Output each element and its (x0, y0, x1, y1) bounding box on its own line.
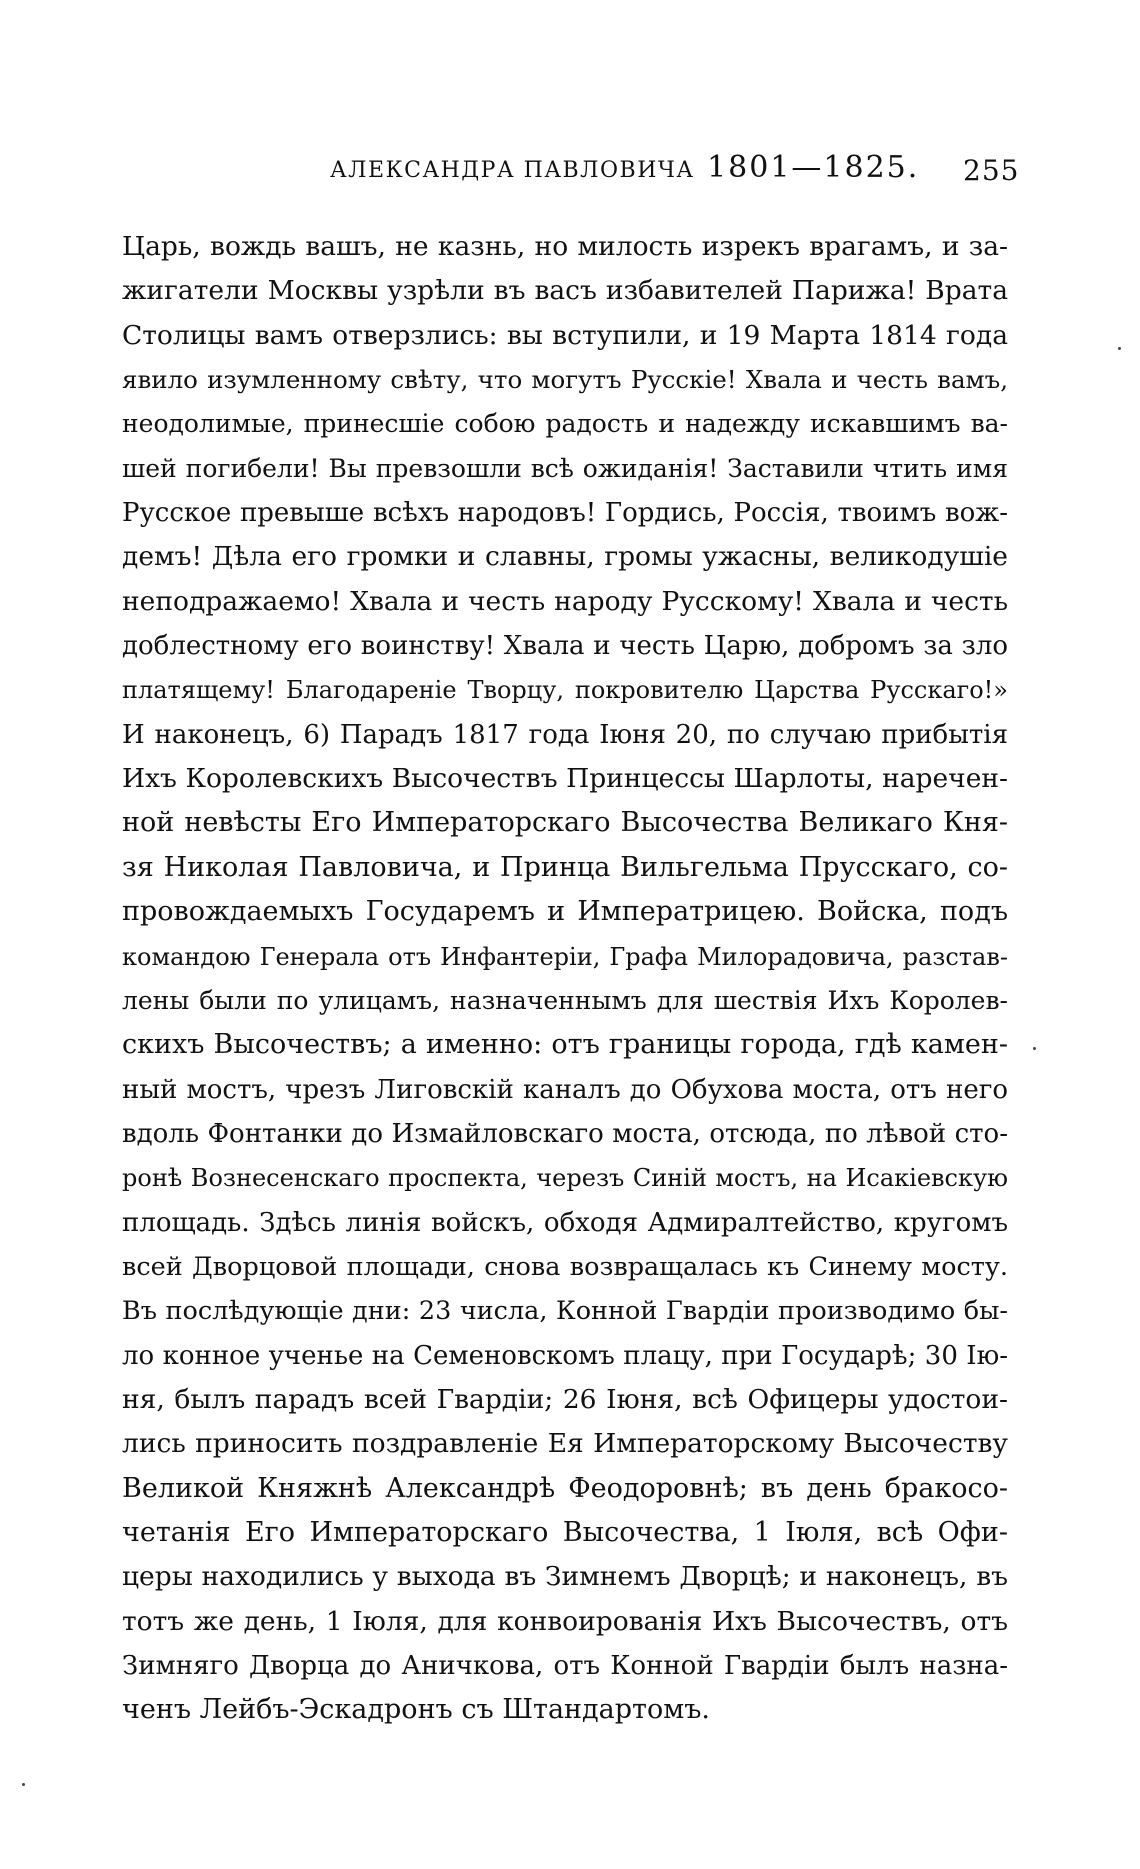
text-line: четанія Его Императорскаго Высочества, 1 Іюля, всѣ Офи- (122, 1516, 1008, 1548)
text-line: неподражаемо! Хвала и честь народу Русскому! Хвала и честь (122, 585, 1008, 617)
text-line: ной невѣсты Его Императорскаго Высочества Великаго Кня- (122, 807, 1008, 839)
text-line: командою Генерала отъ Инфантеріи, Графа Милорадовича, разстав- (122, 942, 1008, 971)
text-line: скихъ Высочествъ; а именно: отъ границы города, гдѣ камен- (122, 1029, 1008, 1061)
page-number: 255 (963, 154, 1020, 187)
text-line: Великой Княжнѣ Александрѣ Феодоровнѣ; въ день бракосо- (122, 1472, 1008, 1504)
text-line: тотъ же день, 1 Іюля, для конвоированія Ихъ Высочествъ, отъ (122, 1605, 1008, 1637)
text-line: жигатели Москвы узрѣли въ васъ избавителей Парижа! Врата (122, 275, 1008, 307)
text-line: ный мостъ, чрезъ Лиговскій каналъ до Обухова моста, отъ него (122, 1074, 1008, 1105)
text-line: вдоль Фонтанки до Измайловскаго моста, отсюда, по лѣвой сто- (122, 1118, 1008, 1149)
text-line-last: ченъ Лейбъ-Эскадронъ съ Штандартомъ. (122, 1694, 711, 1726)
text-line: церы находились у выхода въ Зимнемъ Дворцѣ; и наконецъ, въ (122, 1561, 1008, 1593)
text-line: Столицы вамъ отверзлись: вы вступили, и 19 Марта 1814 года (122, 319, 1008, 351)
running-title-years: 1801—1825. (707, 150, 920, 185)
text-line: шей погибели! Вы превзошли всѣ ожиданія! Заставили чтить имя (122, 453, 1008, 483)
text-line: доблестному его воинству! Хвала и честь Царю, добромъ за зло (122, 631, 1008, 662)
text-line: явило изумленному свѣту, что могутъ Русскіе! Хвала и честь вамъ, (122, 365, 1008, 395)
text-line: Царь, вождь вашъ, не казнь, но милость изрекъ врагамъ, и за- (122, 231, 1008, 262)
running-title-text: АЛЕКСАНДРА ПАВЛОВИЧА (330, 158, 695, 183)
text-line: Зимняго Дворца до Аничкова, отъ Конной Гвардіи былъ назна- (122, 1651, 1008, 1681)
text-line: провождаемыхъ Государемъ и Императрицею. Войска, подъ (122, 896, 1008, 928)
text-line: платящему! Благодареніе Творцу, покровителю Царства Русскаго!» (122, 676, 1008, 705)
text-line: ронѣ Вознесенскаго проспекта, черезъ Синій мостъ, на Исакіевскую (122, 1164, 1008, 1193)
text-line: ло конное ученье на Семеновскомъ плацу, при Государѣ; 30 Ію- (122, 1340, 1008, 1371)
text-line: ня, былъ парадъ всей Гвардіи; 26 Іюня, всѣ Офицеры удостои- (122, 1383, 1008, 1415)
text-line: демъ! Дѣла его громки и славны, громы ужасны, великодушіе (122, 541, 1008, 573)
text-line: площадь. Здѣсь линія войскъ, обходя Адмиралтейство, кругомъ (122, 1207, 1008, 1238)
text-line: Ихъ Королевскихъ Высочествъ Принцессы Шарлоты, наречен- (122, 763, 1008, 795)
text-line: всей Дворцовой площади, снова возвращалась къ Синему мосту. (122, 1251, 1008, 1282)
text-line: Русское превыше всѣхъ народовъ! Гордись, Россія, твоимъ вож- (122, 498, 1008, 529)
text-line: зя Николая Павловича, и Принца Вильгельма Прусскаго, со- (122, 851, 1008, 883)
body-text (122, 225, 1008, 1733)
text-line: неодолимые, принесшіе собою радость и надежду искавшимъ ва- (122, 409, 1008, 439)
text-line: Въ послѣдующіе дни: 23 числа, Конной Гвардіи производимо бы- (122, 1296, 1008, 1327)
paper-speck (1118, 347, 1121, 350)
text-line: лись приносить поздравленіе Ея Императорскому Высочеству (122, 1428, 1008, 1460)
paper-speck (1033, 1047, 1036, 1050)
running-head (0, 150, 1140, 190)
text-line: лены были по улицамъ, назначеннымъ для шествія Ихъ Королев- (122, 985, 1008, 1015)
running-title (330, 150, 919, 185)
text-line: И наконецъ, 6) Парадъ 1817 года Іюня 20, по случаю прибытія (122, 719, 1008, 750)
paper-speck (22, 1783, 25, 1786)
